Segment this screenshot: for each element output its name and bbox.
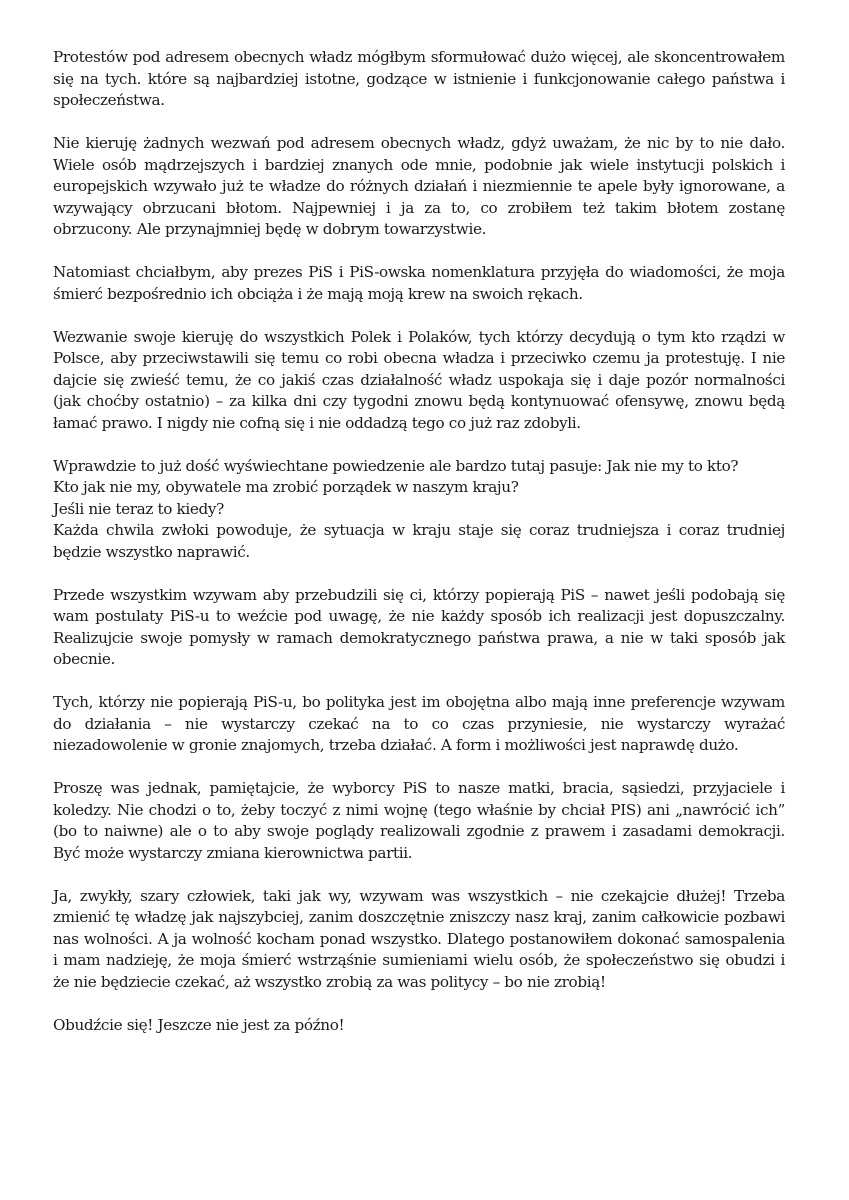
paragraph-responsibility: Natomiast chciałbym, aby prezes PiS i PiS-owska nomenklatura przyjęła do wiadomości, że moja śmierć bezpośrednio ich obciąża i że mają moją krew na swoich rękach.: [53, 263, 785, 303]
paragraph-who-if-not-us: [53, 456, 785, 564]
paragraph-no-appeals: Nie kieruję żadnych wezwań pod adresem obecnych władz, gdyż uważam, że nic by to nie dało. Wiele osób mądrzejszych i bardziej znanych ode mnie, podobnie jak wiele instytucji polskich i europejskich wzywało już te władze do różnych działań i niezmiennie te apele były ignorowane, a wzywający obrzucani błotom. Najpewniej i ja za to, co zrobiłem też takim błotem zostanę obrzucony. Ale przynajmniej będę w dobrym towarzystwie.: [53, 134, 785, 238]
document-page: [53, 47, 785, 1058]
paragraph-closing: Obudźcie się! Jeszcze nie jest za późno!: [53, 1015, 345, 1034]
paragraph-call-to-citizens: Wezwanie swoje kieruję do wszystkich Polek i Polaków, tych którzy decydują o tym kto rządzi w Polsce, aby przeciwstawili się temu co robi obecna władza i przeciwko czemu ja protestuję. I nie dajcie się zwieść temu, że co jakiś czas działalność władz uspokaja się i daje pozór normalności (jak choćby ostatnio) – za kilka dni czy tygodni znowu będą kontynuować ofensywę, znowu będą łamać prawo. I nigdy nie cofną się i nie oddadzą tego co już raz zdobyli.: [53, 327, 785, 432]
text-line: Kto jak nie my, obywatele ma zrobić porządek w naszym kraju?: [53, 478, 519, 496]
paragraph-protests: Protestów pod adresem obecnych władz mógłbym sformułować dużo więcej, ale skoncentrowałem się na tych. które są najbardziej istotne, godzące w istnienie i funkcjonowanie całego państwa i społeczeństwa.: [53, 48, 785, 109]
paragraph-final-appeal: Ja, zwykły, szary człowiek, taki jak wy, wzywam was wszystkich – nie czekajcie dłużej! Trzeba zmienić tę władzę jak najszybciej, zanim doszczętnie zniszczy nasz kraj, zanim całkowicie pozbawi nas wolności. A ja wolność kocham ponad wszystko. Dlatego postanowiłem dokonać samospalenia i mam nadzieję, że moja śmierć wstrząśnie sumieniami wielu osób, że społeczeństwo się obudzi i że nie będziecie czekać, aż wszystko zrobią za was politycy – bo nie zrobią!: [53, 886, 785, 991]
text-line: Każda chwila zwłoki powoduje, że sytuacja w kraju staje się coraz trudniejsza i coraz trudniej będzie wszystko naprawić.: [53, 521, 785, 561]
paragraph-remember-voters: Proszę was jednak, pamiętajcie, że wyborcy PiS to nasze matki, bracia, sąsiedzi, przyjaciele i koledzy. Nie chodzi o to, żeby toczyć z nimi wojnę (tego właśnie by chciał PIS) ani „nawrócić ich” (bo to naiwne) ale o to aby swoje poglądy realizowali zgodnie z prawem i zasadami demokracji. Być może wystarczy zmiana kierownictwa partii.: [53, 779, 785, 862]
text-line: Jeśli nie teraz to kiedy?: [53, 499, 224, 518]
paragraph-non-supporters: Tych, którzy nie popierają PiS-u, bo polityka jest im obojętna albo mają inne preferencje wzywam do działania – nie wystarczy czekać na to co czas przyniesie, nie wystarczy wyrażać niezadowolenie w gronie znajomych, trzeba działać. A form i możliwości jest naprawdę dużo.: [53, 693, 785, 754]
paragraph-pis-supporters: Przede wszystkim wzywam aby przebudzili się ci, którzy popierają PiS – nawet jeśli podobają się wam postulaty PiS-u to weźcie pod uwagę, że nie każdy sposób ich realizacji jest dopuszczalny. Realizujcie swoje pomysły w ramach demokratycznego państwa prawa, a nie w taki sposób jak obecnie.: [53, 585, 785, 668]
text-line: Wprawdzie to już dość wyświechtane powiedzenie ale bardzo tutaj pasuje: Jak nie my to kto?: [53, 456, 739, 475]
